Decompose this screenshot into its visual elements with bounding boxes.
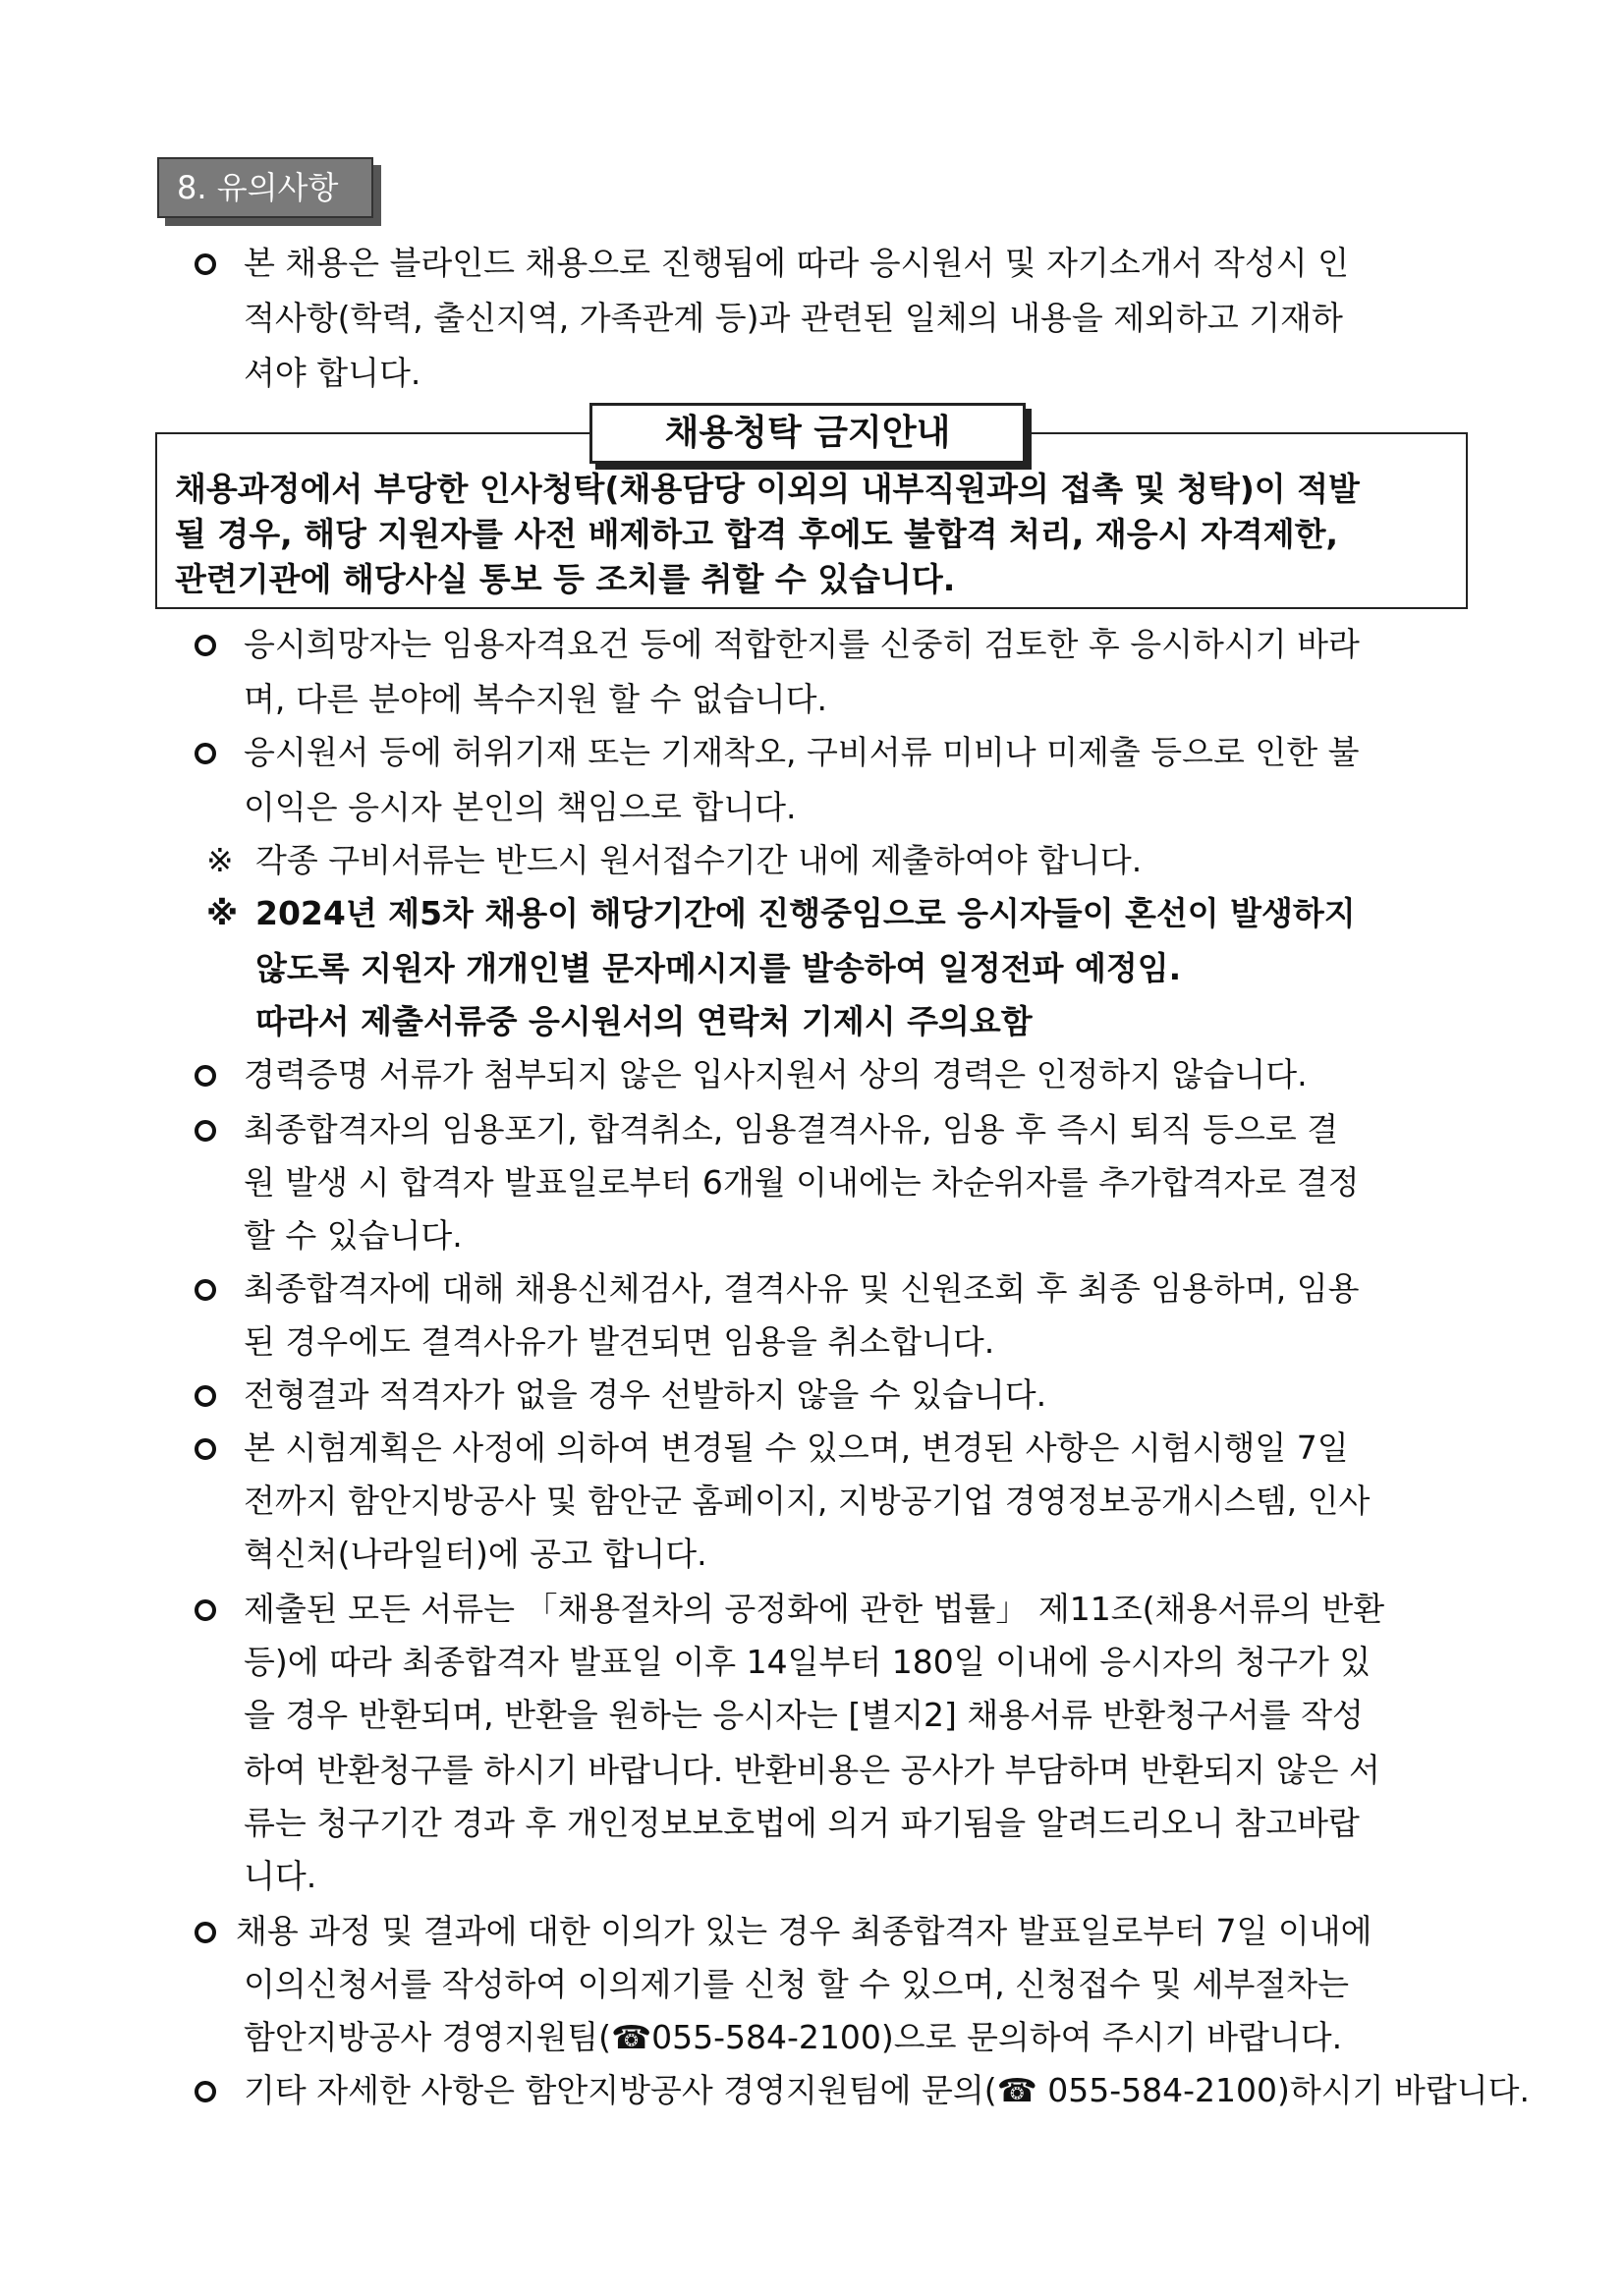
item-line: 함안지방공사 경영지원팀(☎055-584-2100)으로 문의하여 주시기 바랍니다. — [244, 2018, 1343, 2056]
item-line: 기타 자세한 사항은 함안지방공사 경영지원팀에 문의(☎ 055-584-2100)하시기 바랍니다. — [244, 2071, 1531, 2109]
bullet-icon — [195, 1065, 216, 1087]
item-line: 최종합격자에 대해 채용신체검사, 결격사유 및 신원조회 후 최종 임용하며, 임용 — [244, 1269, 1360, 1308]
item-line: 된 경우에도 결격사유가 발견되면 임용을 취소합니다. — [244, 1322, 995, 1361]
bullet-icon — [195, 1438, 216, 1460]
notice-line: 될 경우, 해당 지원자를 사전 배제하고 합격 후에도 불합격 처리, 재응시 자격제한, — [175, 515, 1339, 553]
item-line: 전형결과 적격자가 없을 경우 선발하지 않을 수 있습니다. — [244, 1375, 1047, 1414]
note-line: 각종 구비서류는 반드시 원서접수기간 내에 제출하여야 합니다. — [255, 841, 1143, 879]
bullet-icon — [195, 1922, 216, 1943]
bullet-icon — [195, 743, 216, 764]
item-line: 경력증명 서류가 첨부되지 않은 입사지원서 상의 경력은 인정하지 않습니다. — [244, 1055, 1308, 1093]
intro-line: 적사항(학력, 출신지역, 가족관계 등)과 관련된 일체의 내용을 제외하고 기재하 — [244, 299, 1343, 337]
item-line: 을 경우 반환되며, 반환을 원하는 응시자는 [별지2] 채용서류 반환청구서를 작성 — [244, 1696, 1364, 1734]
item-line: 니다. — [244, 1857, 317, 1895]
item-line: 할 수 있습니다. — [244, 1216, 463, 1255]
item-line: 류는 청구기간 경과 후 개인정보보호법에 의거 파기됨을 알려드리오니 참고바랍 — [244, 1804, 1360, 1842]
item-line: 원 발생 시 합격자 발표일로부터 6개월 이내에는 차순위자를 추가합격자로 결정 — [244, 1163, 1360, 1202]
item-line: 하여 반환청구를 하시기 바랍니다. 반환비용은 공사가 부담하며 반환되지 않은 서 — [244, 1751, 1380, 1789]
note-mark: ※ — [206, 841, 234, 879]
item-line: 전까지 함안지방공사 및 함안군 홈페이지, 지방공기업 경영정보공개시스템, 인사 — [244, 1482, 1371, 1520]
bullet-icon — [195, 2081, 216, 2102]
bullet-icon — [195, 1120, 216, 1142]
notice-line: 관련기관에 해당사실 통보 등 조치를 취할 수 있습니다. — [175, 560, 956, 598]
notice-title: 채용청탁 금지안내 — [589, 403, 1026, 464]
bullet-icon — [195, 1599, 216, 1621]
bullet-icon — [195, 1385, 216, 1407]
bullet-icon — [195, 635, 216, 656]
item-line: 등)에 따라 최종합격자 발표일 이후 14일부터 180일 이내에 응시자의 청구가 있 — [244, 1643, 1372, 1681]
note-mark: ※ — [206, 894, 239, 932]
note-line: 2024년 제5차 채용이 해당기간에 진행중임으로 응시자들이 혼선이 발생하지 — [255, 894, 1356, 932]
item-line: 채용 과정 및 결과에 대한 이의가 있는 경우 최종합격자 발표일로부터 7일 이내에 — [236, 1912, 1372, 1950]
notice-line: 채용과정에서 부당한 인사청탁(채용담당 이외의 내부직원과의 접촉 및 청탁)이 적발 — [175, 470, 1360, 508]
item-line: 본 시험계획은 사정에 의하여 변경될 수 있으며, 변경된 사항은 시험시행일 7일 — [244, 1428, 1349, 1467]
item-line: 혁신처(나라일터)에 공고 합니다. — [244, 1535, 707, 1573]
item-line: 응시원서 등에 허위기재 또는 기재착오, 구비서류 미비나 미제출 등으로 인한 불 — [244, 733, 1360, 771]
bullet-icon — [195, 253, 216, 275]
note-line: 않도록 지원자 개개인별 문자메시지를 발송하여 일정전파 예정임. — [255, 949, 1182, 987]
item-line: 응시희망자는 임용자격요건 등에 적합한지를 신중히 검토한 후 응시하시기 바라 — [244, 625, 1360, 663]
intro-line: 셔야 합니다. — [244, 354, 421, 392]
note-line: 따라서 제출서류중 응시원서의 연락처 기제시 주의요함 — [255, 1002, 1033, 1040]
section-heading: 8. 유의사항 — [157, 157, 373, 218]
item-line: 이익은 응시자 본인의 책임으로 합니다. — [244, 788, 797, 826]
item-line: 이의신청서를 작성하여 이의제기를 신청 할 수 있으며, 신청접수 및 세부절차는 — [244, 1965, 1349, 2003]
bullet-icon — [195, 1279, 216, 1301]
item-line: 제출된 모든 서류는 「채용절차의 공정화에 관한 법률」 제11조(채용서류의 반환 — [244, 1590, 1385, 1628]
item-line: 며, 다른 분야에 복수지원 할 수 없습니다. — [244, 680, 827, 718]
item-line: 최종합격자의 임용포기, 합격취소, 임용결격사유, 임용 후 즉시 퇴직 등으로 결 — [244, 1110, 1339, 1148]
intro-line: 본 채용은 블라인드 채용으로 진행됨에 따라 응시원서 및 자기소개서 작성시 인 — [244, 244, 1349, 282]
